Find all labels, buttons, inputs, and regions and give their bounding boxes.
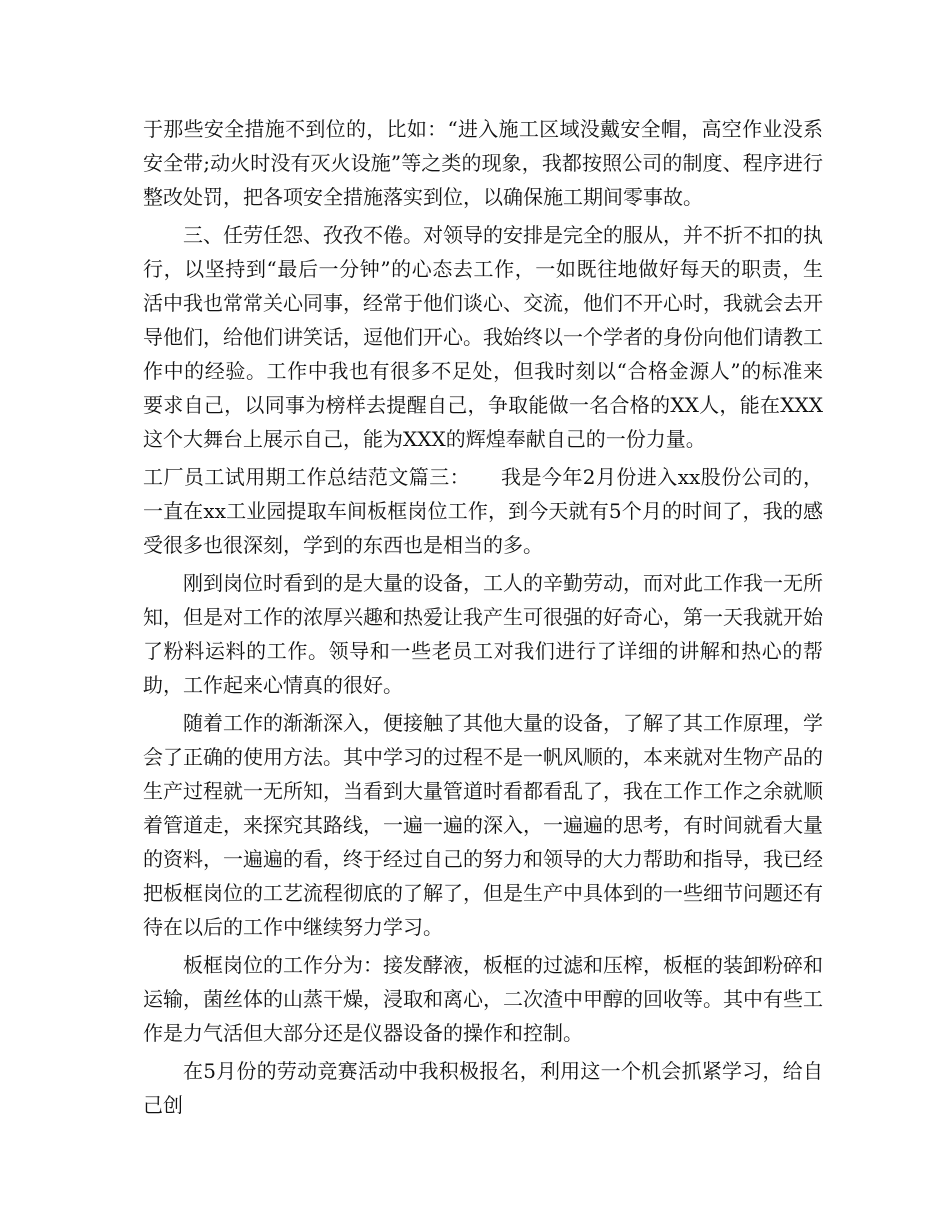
paragraph-learning-equipment: 随着工作的渐渐深入，便接触了其他大量的设备，了解了其工作原理，学会了正确的使用方法。其中学习的过程不是一帆风顺的，本来就对生物产品的生产过程就一无所知，当看到大量管道时看都看乱了，我在工作工作之余就顺着管道走，来探究其路线，一遍一遍的深入，一遍遍的思考，有时间就看大量的资料，一遍遍的看，终于经过自己的努力和领导的大力帮助和指导，我已经把板框岗位的工艺流程彻底的了解了，但是生产中具体到的一些细节问题还有待在以后的工作中继续努力学习。 (143, 711, 823, 939)
document-page (143, 112, 823, 1126)
paragraph-hardworking: 三、任劳任怨、孜孜不倦。对领导的安排是完全的服从，并不折不扣的执行，以坚持到“最后一分钟”的心态去工作，一如既往地做好每天的职责，生活中我也常常关心同事，经常于他们谈心、交流，他们不开心时，我就会去开导他们，给他们讲笑话，逗他们开心。我始终以一个学者的身份向他们请教工作中的经验。工作中我也有很多不足处，但我时刻以“合格金源人”的标准来要求自己，以同事为榜样去提醒自己，争取能做一名合格的XX人，能在XXX这个大舞台上展示自己，能为XXX的辉煌奉献自己的一份力量。 (143, 223, 823, 451)
paragraph-labor-competition: 在5月份的劳动竞赛活动中我积极报名，利用这一个机会抓紧学习，给自己创 (143, 1059, 823, 1117)
paragraph-job-duties: 板框岗位的工作分为：接发酵液，板框的过滤和压榨，板框的装卸粉碎和运输，菌丝体的山蒸干燥，浸取和离心，二次渣中甲醇的回收等。其中有些工作是力气活但大部分还是仪器设备的操作和控制。 (143, 953, 823, 1045)
paragraph-safety-measures: 于那些安全措施不到位的，比如：“进入施工区域没戴安全帽，高空作业没系安全带;动火时没有灭火设施”等之类的现象，我都按照公司的制度、程序进行整改处罚，把各项安全措施落实到位，以确保施工期间零事故。 (143, 117, 823, 209)
paragraph-summary-part-three: 工厂员工试用期工作总结范文篇三： 我是今年2月份进入xx股份公司的，一直在xx工业园提取车间板框岗位工作，到今天就有5个月的时间了，我的感受很多也很深刻，学到的东西也是相当的多。 (143, 465, 823, 557)
paragraph-first-days: 刚到岗位时看到的是大量的设备，工人的辛勤劳动，而对此工作我一无所知，但是对工作的浓厚兴趣和热爱让我产生可很强的好奇心，第一天我就开始了粉料运料的工作。领导和一些老员工对我们进行了详细的讲解和热心的帮助，工作起来心情真的很好。 (143, 571, 823, 697)
